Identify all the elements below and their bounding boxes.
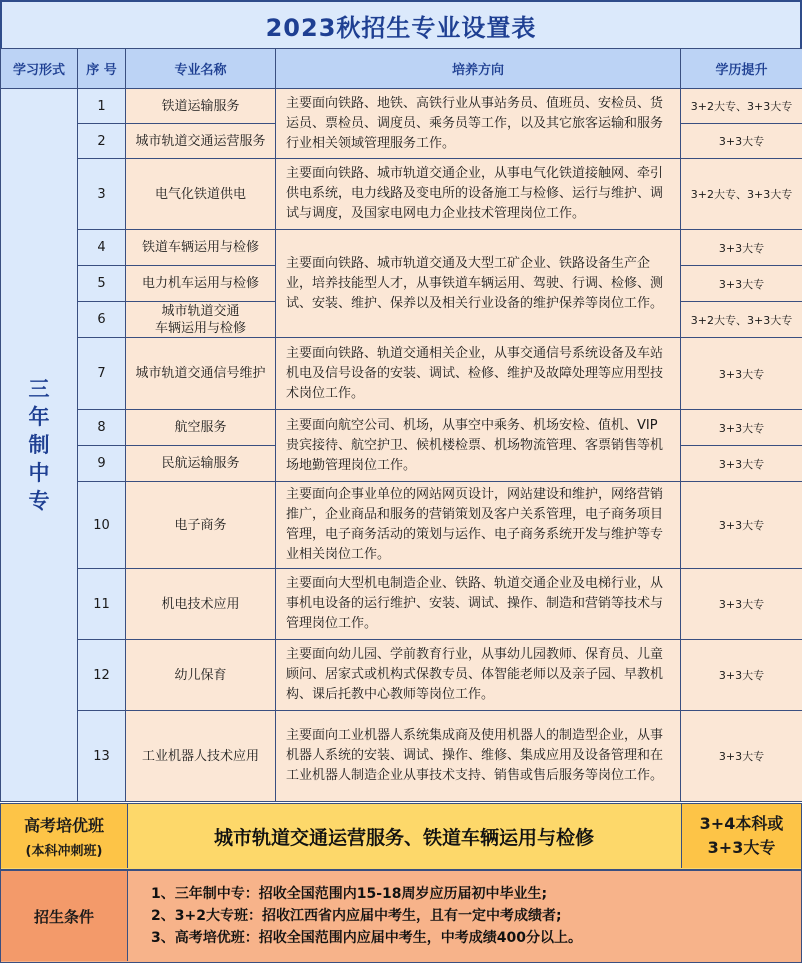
major-name: 航空服务 — [126, 410, 276, 446]
row-num: 1 — [78, 89, 126, 124]
major-upgrade: 3+3大专 — [681, 124, 802, 159]
major-direction: 主要面向大型机电制造企业、铁路、轨道交通企业及电梯行业，从事机电设备的运行维护、安装、调试、操作、制造和营销等技术与管理岗位工作。 — [276, 569, 681, 640]
major-upgrade: 3+3大专 — [681, 569, 802, 640]
admission-row — [0, 870, 802, 963]
row-num: 13 — [78, 711, 126, 802]
study-form-label: 三年制中专 — [28, 377, 50, 513]
gaokao-label-cell — [1, 804, 128, 868]
row-num: 8 — [78, 410, 126, 446]
major-direction: 主要面向铁路、地铁、高铁行业从事站务员、值班员、安检员、货运员、票检员、调度员、乘务员等工作，以及其它旅客运输和服务行业相关领域管理服务工作。 — [276, 89, 681, 159]
admission-item: 1、三年制中专：招收全国范围内15-18周岁应历届初中毕业生; — [151, 886, 548, 902]
major-direction: 主要面向企事业单位的网站网页设计，网站建设和维护，网络营销推广，企业商品和服务的营销策划及客户关系管理，电子商务项目管理，电子商务活动的策划与运作、电子商务系统开发与维护等专业相关岗位工作。 — [276, 482, 681, 569]
major-direction: 主要面向航空公司、机场，从事空中乘务、机场安检、值机、VIP贵宾接待、航空护卫、候机楼检票、机场物流管理、客票销售等机场地勤管理岗位工作。 — [276, 410, 681, 482]
admission-item: 3、高考培优班：招收全国范围内应届中考生，中考成绩400分以上。 — [151, 930, 582, 946]
row-num: 10 — [78, 482, 126, 569]
row-num: 3 — [78, 159, 126, 230]
page-title: 2023秋招生专业设置表 — [0, 0, 802, 48]
header-direction: 培养方向 — [276, 49, 681, 89]
gaokao-upgrade-cell — [681, 804, 801, 868]
row-num: 4 — [78, 230, 126, 266]
admission-list — [151, 883, 791, 949]
major-upgrade: 3+3大专 — [681, 446, 802, 482]
table-row — [1, 159, 802, 230]
table-row — [1, 711, 802, 802]
major-name: 电力机车运用与检修 — [126, 266, 276, 302]
major-name: 铁道运输服务 — [126, 89, 276, 124]
gaokao-label: 高考培优班 — [23, 816, 104, 835]
major-direction: 主要面向铁路、城市轨道交通企业，从事电气化铁道接触网、牵引供电系统，电力线路及变电所的设备施工与检修、运行与维护、调试与调度，及国家电网电力企业技术管理岗位工作。 — [276, 159, 681, 230]
study-form-cell — [1, 89, 78, 802]
major-direction: 主要面向铁路、城市轨道交通及大型工矿企业、铁路设备生产企业，培养技能型人才，从事铁道车辆运用、驾驶、行调、检修、测试、安装、维护、保养以及相关行业设备的维护保养等岗位工作。 — [276, 230, 681, 338]
admission-item: 2、3+2大专班：招收江西省内应届中考生，且有一定中考成绩者; — [151, 908, 562, 924]
major-name: 铁道车辆运用与检修 — [126, 230, 276, 266]
major-upgrade: 3+3大专 — [681, 482, 802, 569]
majors-table — [0, 48, 802, 802]
major-name: 幼儿保育 — [126, 640, 276, 711]
table-row — [1, 569, 802, 640]
major-direction: 主要面向工业机器人系统集成商及使用机器人的制造型企业，从事机器人系统的安装、调试、操作、维修、集成应用及设备管理和在工业机器人制造企业从事技术支持、销售或售后服务等岗位工作。 — [276, 711, 681, 802]
major-upgrade: 3+3大专 — [681, 640, 802, 711]
row-num: 7 — [78, 338, 126, 410]
major-name: 民航运输服务 — [126, 446, 276, 482]
row-num: 5 — [78, 266, 126, 302]
major-name: 电气化铁道供电 — [126, 159, 276, 230]
major-upgrade: 3+2大专、3+3大专 — [681, 159, 802, 230]
major-upgrade: 3+2大专、3+3大专 — [681, 89, 802, 124]
table-row — [1, 640, 802, 711]
table-row — [1, 338, 802, 410]
major-name: 城市轨道交通 车辆运用与检修 — [126, 302, 276, 338]
gaokao-upgrade-line2: 3+3大专 — [707, 838, 776, 857]
major-name: 机电技术应用 — [126, 569, 276, 640]
admission-label: 招生条件 — [1, 871, 128, 961]
major-name: 电子商务 — [126, 482, 276, 569]
major-direction: 主要面向幼儿园、学前教育行业，从事幼儿园教师、保育员、儿童顾问、居家式或机构式保教专员、体智能老师以及亲子园、早教机构、课后托教中心教师等岗位工作。 — [276, 640, 681, 711]
header-upgrade: 学历提升 — [681, 49, 802, 89]
table-header-row — [1, 49, 802, 89]
row-num: 2 — [78, 124, 126, 159]
gaokao-majors: 城市轨道交通运营服务、铁道车辆运用与检修 — [213, 826, 594, 849]
major-upgrade: 3+3大专 — [681, 230, 802, 266]
major-name: 工业机器人技术应用 — [126, 711, 276, 802]
major-upgrade: 3+3大专 — [681, 711, 802, 802]
header-num: 序 号 — [78, 49, 126, 89]
row-num: 9 — [78, 446, 126, 482]
table-row — [1, 410, 802, 446]
major-upgrade: 3+3大专 — [681, 410, 802, 446]
row-num: 12 — [78, 640, 126, 711]
major-upgrade: 3+2大专、3+3大专 — [681, 302, 802, 338]
header-form: 学习形式 — [1, 49, 78, 89]
header-name: 专业名称 — [126, 49, 276, 89]
major-upgrade: 3+3大专 — [681, 338, 802, 410]
major-direction: 主要面向铁路、轨道交通相关企业，从事交通信号系统设备及车站机电及信号设备的安装、调试、检修、维护及故障处理等应用型技术岗位工作。 — [276, 338, 681, 410]
row-num: 6 — [78, 302, 126, 338]
table-row — [1, 230, 802, 266]
major-upgrade: 3+3大专 — [681, 266, 802, 302]
row-num: 11 — [78, 569, 126, 640]
table-row — [1, 482, 802, 569]
gaokao-class-row — [0, 803, 802, 870]
table-row — [1, 89, 802, 124]
gaokao-sublabel: (本科冲刺班) — [25, 844, 103, 859]
major-name: 城市轨道交通运营服务 — [126, 124, 276, 159]
gaokao-upgrade-line1: 3+4本科或 — [699, 814, 784, 833]
major-name: 城市轨道交通信号维护 — [126, 338, 276, 410]
